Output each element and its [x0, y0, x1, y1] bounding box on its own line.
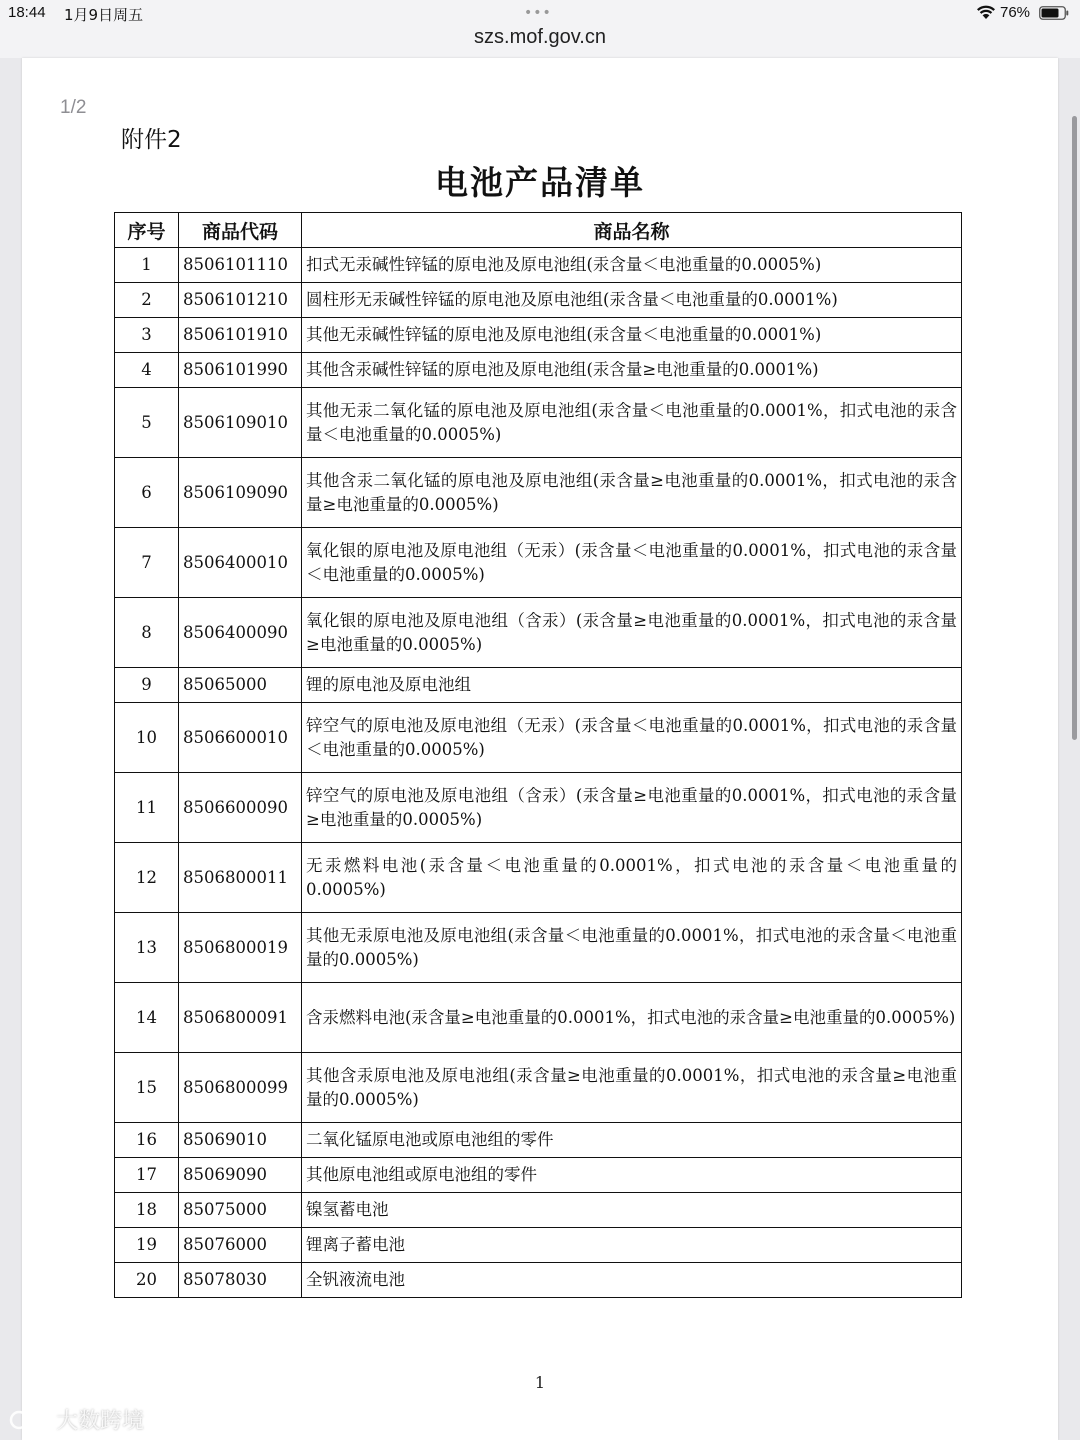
- row-name: 锌空气的原电池及原电池组（无汞）(汞含量＜电池重量的0.0001%，扣式电池的汞含量＜电池重量的0.0005%): [302, 703, 962, 773]
- row-serial: 15: [115, 1053, 179, 1123]
- table-header-row: [115, 213, 962, 248]
- table-row: [115, 1263, 962, 1298]
- watermark-text: 大数跨境: [56, 1408, 145, 1434]
- row-serial: 4: [115, 353, 179, 388]
- battery-percentage: 76%: [1000, 4, 1031, 21]
- row-serial: 9: [115, 668, 179, 703]
- row-name: 镍氢蓄电池: [302, 1193, 962, 1228]
- table-row: [115, 983, 962, 1053]
- row-serial: 5: [115, 388, 179, 458]
- row-name: 其他含汞原电池及原电池组(汞含量≥电池重量的0.0001%，扣式电池的汞含量≥电池重量的0.0005%): [302, 1053, 962, 1123]
- table-row: [115, 458, 962, 528]
- table-row: [115, 388, 962, 458]
- table-row: [115, 1193, 962, 1228]
- row-name: 锂的原电池及原电池组: [302, 668, 962, 703]
- row-code: 85075000: [179, 1193, 302, 1228]
- row-name: 二氧化锰原电池或原电池组的零件: [302, 1123, 962, 1158]
- row-name: 其他原电池组或原电池组的零件: [302, 1158, 962, 1193]
- table-row: [115, 1053, 962, 1123]
- row-code: 85069010: [179, 1123, 302, 1158]
- row-name: 无汞燃料电池(汞含量＜电池重量的0.0001%，扣式电池的汞含量＜电池重量的0.0005%): [302, 843, 962, 913]
- battery-icon: [1039, 6, 1069, 20]
- row-code: 85078030: [179, 1263, 302, 1298]
- multitasking-dots[interactable]: •••: [524, 5, 552, 21]
- header-code: 商品代码: [179, 213, 302, 248]
- page-number: 1: [534, 1373, 546, 1392]
- status-time: 18:44: [8, 4, 46, 21]
- row-name: 含汞燃料电池(汞含量≥电池重量的0.0001%，扣式电池的汞含量≥电池重量的0.0005%): [302, 983, 962, 1053]
- top-bar: [0, 0, 1080, 58]
- row-serial: 1: [115, 248, 179, 283]
- table-row: [115, 1158, 962, 1193]
- row-code: 85065000: [179, 668, 302, 703]
- row-serial: 3: [115, 318, 179, 353]
- row-code: 8506400090: [179, 598, 302, 668]
- row-code: 8506101110: [179, 248, 302, 283]
- row-serial: 12: [115, 843, 179, 913]
- row-name: 其他无汞碱性锌锰的原电池及原电池组(汞含量＜电池重量的0.0001%): [302, 318, 962, 353]
- row-name: 其他无汞原电池及原电池组(汞含量＜电池重量的0.0001%，扣式电池的汞含量＜电池重量的0.0005%): [302, 913, 962, 983]
- row-code: 8506600090: [179, 773, 302, 843]
- table-row: [115, 353, 962, 388]
- row-name: 氧化银的原电池及原电池组（含汞）(汞含量≥电池重量的0.0001%，扣式电池的汞含量≥电池重量的0.0005%): [302, 598, 962, 668]
- row-code: 8506101910: [179, 318, 302, 353]
- table-row: [115, 1228, 962, 1263]
- row-serial: 2: [115, 283, 179, 318]
- row-serial: 17: [115, 1158, 179, 1193]
- row-name: 氧化银的原电池及原电池组（无汞）(汞含量＜电池重量的0.0001%，扣式电池的汞含量＜电池重量的0.0005%): [302, 528, 962, 598]
- row-serial: 14: [115, 983, 179, 1053]
- page-indicator: 1/2: [60, 97, 87, 118]
- row-serial: 8: [115, 598, 179, 668]
- row-serial: 6: [115, 458, 179, 528]
- row-serial: 13: [115, 913, 179, 983]
- row-code: 8506101990: [179, 353, 302, 388]
- table-row: [115, 703, 962, 773]
- watermark: [8, 1402, 144, 1436]
- attachment-label: 附件2: [121, 127, 182, 153]
- watermark-logo-icon: [8, 1405, 52, 1433]
- row-serial: 7: [115, 528, 179, 598]
- table-row: [115, 248, 962, 283]
- table-row: [115, 318, 962, 353]
- row-code: 8506400010: [179, 528, 302, 598]
- header-serial: 序号: [115, 213, 179, 248]
- table-row: [115, 843, 962, 913]
- battery-product-table: [114, 212, 962, 1298]
- row-serial: 20: [115, 1263, 179, 1298]
- row-serial: 11: [115, 773, 179, 843]
- table-row: [115, 283, 962, 318]
- row-code: 8506800011: [179, 843, 302, 913]
- row-name: 其他无汞二氧化锰的原电池及原电池组(汞含量＜电池重量的0.0001%，扣式电池的汞含量＜电池重量的0.0005%): [302, 388, 962, 458]
- row-name: 其他含汞二氧化锰的原电池及原电池组(汞含量≥电池重量的0.0001%，扣式电池的汞含量≥电池重量的0.0005%): [302, 458, 962, 528]
- row-code: 8506109010: [179, 388, 302, 458]
- table-row: [115, 668, 962, 703]
- document-title: 电池产品清单: [435, 163, 645, 202]
- row-code: 8506800091: [179, 983, 302, 1053]
- vertical-scrollbar[interactable]: [1072, 116, 1077, 740]
- row-name: 其他含汞碱性锌锰的原电池及原电池组(汞含量≥电池重量的0.0001%): [302, 353, 962, 388]
- table-row: [115, 913, 962, 983]
- row-name: 锂离子蓄电池: [302, 1228, 962, 1263]
- row-name: 锌空气的原电池及原电池组（含汞）(汞含量≥电池重量的0.0001%，扣式电池的汞含量≥电池重量的0.0005%): [302, 773, 962, 843]
- row-name: 圆柱形无汞碱性锌锰的原电池及原电池组(汞含量＜电池重量的0.0001%): [302, 283, 962, 318]
- row-code: 85069090: [179, 1158, 302, 1193]
- table-row: [115, 1123, 962, 1158]
- row-serial: 19: [115, 1228, 179, 1263]
- status-date: 1月9日周五: [64, 6, 144, 24]
- row-serial: 18: [115, 1193, 179, 1228]
- table-row: [115, 773, 962, 843]
- address-bar-url[interactable]: szs.mof.gov.cn: [474, 26, 606, 48]
- wifi-icon: [976, 4, 996, 20]
- row-code: 85076000: [179, 1228, 302, 1263]
- row-code: 8506800099: [179, 1053, 302, 1123]
- row-code: 8506600010: [179, 703, 302, 773]
- row-name: 扣式无汞碱性锌锰的原电池及原电池组(汞含量＜电池重量的0.0005%): [302, 248, 962, 283]
- header-name: 商品名称: [302, 213, 962, 248]
- row-code: 8506800019: [179, 913, 302, 983]
- row-code: 8506101210: [179, 283, 302, 318]
- table-row: [115, 528, 962, 598]
- row-code: 8506109090: [179, 458, 302, 528]
- row-name: 全钒液流电池: [302, 1263, 962, 1298]
- table-row: [115, 598, 962, 668]
- row-serial: 16: [115, 1123, 179, 1158]
- row-serial: 10: [115, 703, 179, 773]
